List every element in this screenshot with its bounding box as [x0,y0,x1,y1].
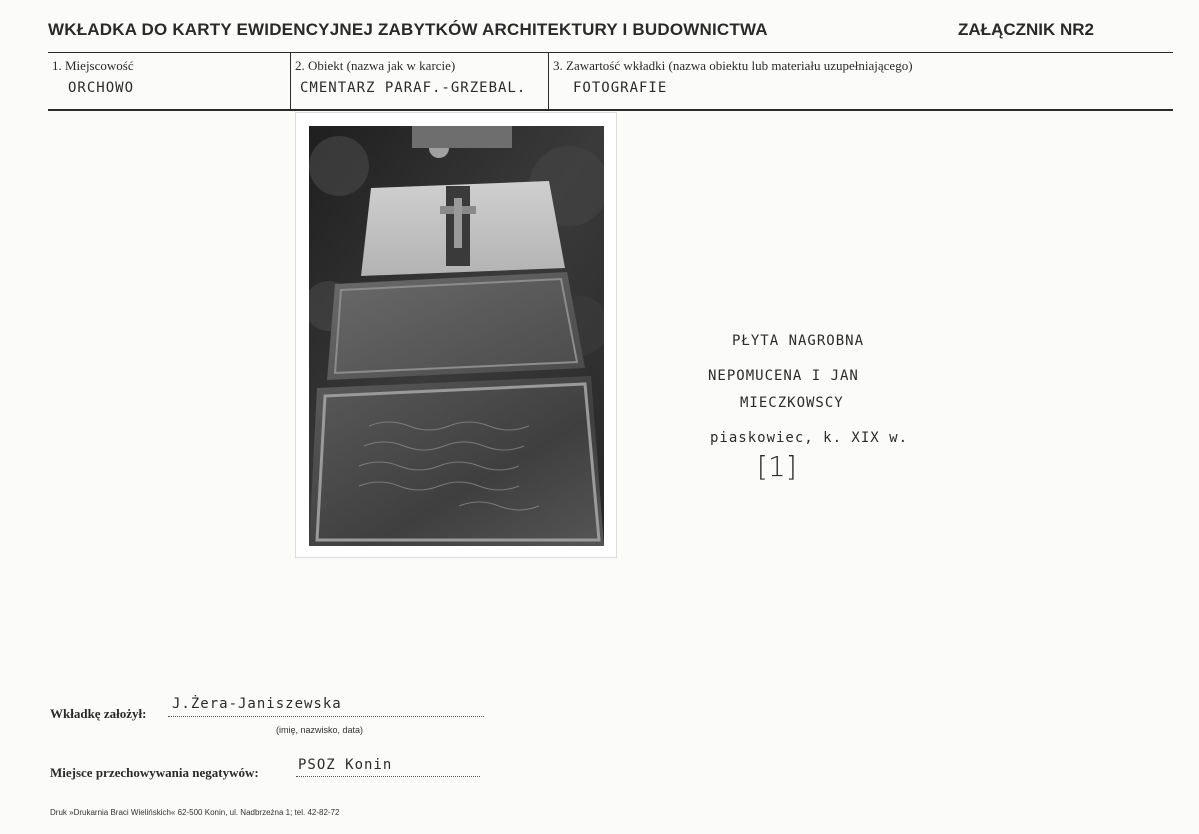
table-bottom-rule [48,109,1173,111]
printer-info: Druk »Drukarnia Braci Wielińskich« 62-500 Konin, ul. Nadbrzeżna 1; tel. 42-82-72 [50,808,340,817]
caption-names-1: NEPOMUCENA I JAN [708,368,859,384]
caption-title: PŁYTA NAGROBNA [732,333,865,349]
table-divider-1 [290,53,291,109]
table-divider-2 [548,53,549,109]
photo-number: [1] [757,450,797,483]
table-top-rule [48,52,1173,53]
author-value: J.Żera-Janiszewska [172,696,342,712]
author-dotline [168,716,484,717]
contents-value: FOTOGRAFIE [573,80,668,96]
tombstone-photo [309,126,604,546]
object-label: 2. Obiekt (nazwa jak w karcie) [295,58,456,73]
document-title: WKŁADKA DO KARTY EWIDENCYJNEJ ZABYTKÓW ARCHITEKTURY I BUDOWNICTWA [48,20,768,39]
storage-value: PSOZ Konin [298,757,393,773]
locality-value: ORCHOWO [68,80,135,96]
photo-top-tab [412,126,512,148]
tombstone-photo-graphic [309,126,604,546]
caption-names-2: MIECZKOWSCY [740,395,844,411]
object-value: CMENTARZ PARAF.-GRZEBAL. [300,80,527,96]
locality-label: 1. Miejscowość [52,58,134,73]
annex-number: ZAŁĄCZNIK NR2 [958,20,1094,39]
author-label: Wkładkę założył: [50,706,147,721]
storage-label: Miejsce przechowywania negatywów: [50,765,259,780]
contents-label: 3. Zawartość wkładki (nazwa obiektu lub materiału uzupełniającego) [553,58,913,73]
storage-dotline [296,776,480,777]
author-hint: (imię, nazwisko, data) [276,725,364,735]
caption-material: piaskowiec, k. XIX w. [710,430,909,446]
